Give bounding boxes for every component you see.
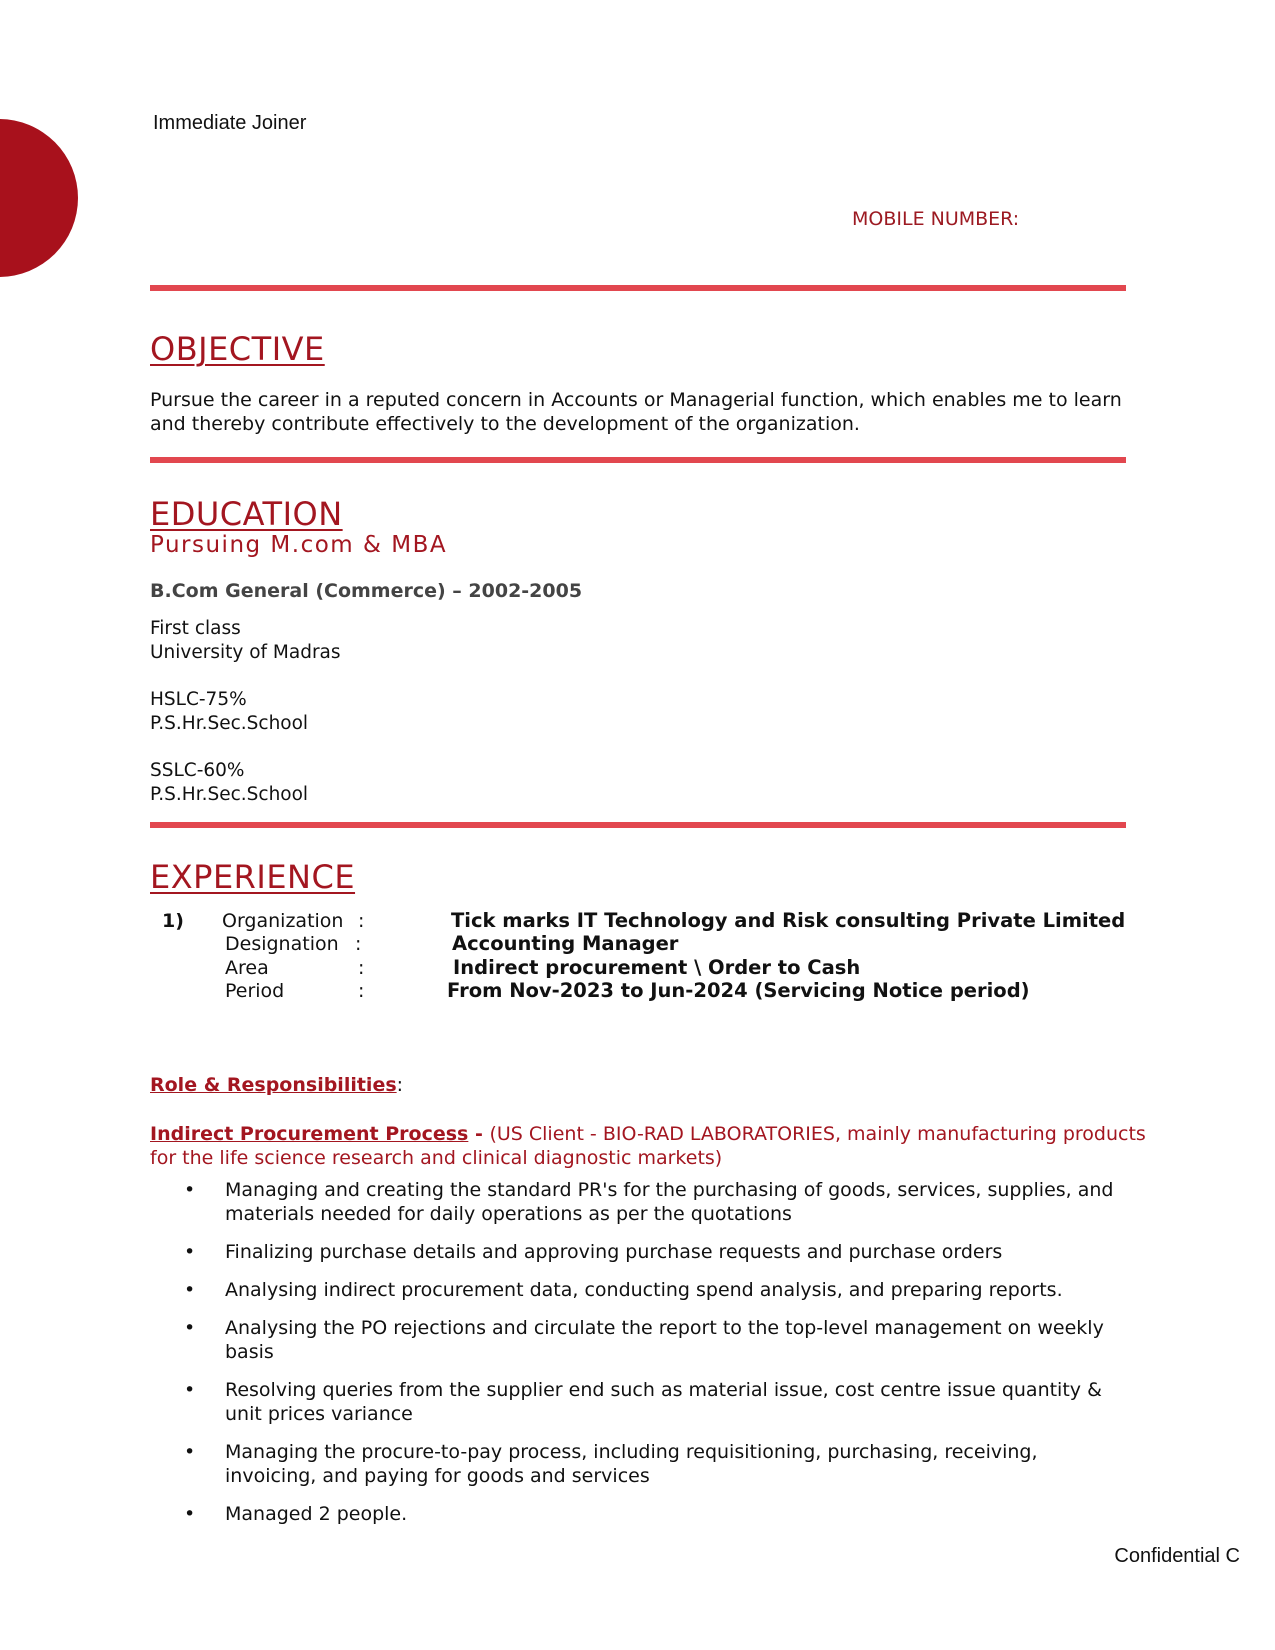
bullet-icon: • xyxy=(184,1279,196,1301)
divider xyxy=(150,285,1126,291)
list-item xyxy=(180,1502,1120,1526)
education-title: EDUCATION xyxy=(150,495,343,533)
experience-colon: : xyxy=(358,910,365,932)
bullet-icon: • xyxy=(184,1379,196,1401)
mobile-number-label: MOBILE NUMBER: xyxy=(852,208,1020,230)
list-item xyxy=(180,1316,1120,1364)
process-description: (US Client - BIO-RAD LABORATORIES, mainly manufacturing products for the life science research and clinical diagnostic markets) xyxy=(150,1123,1146,1169)
bullet-icon: • xyxy=(184,1503,196,1525)
experience-colon: : xyxy=(355,933,362,955)
hslc-school: P.S.Hr.Sec.School xyxy=(150,713,309,734)
process-dash: - xyxy=(468,1123,490,1145)
responsibilities-list xyxy=(180,1178,1120,1540)
process-title: Indirect Procurement Process xyxy=(150,1123,469,1145)
roles-heading-text: Role & Responsibilities xyxy=(150,1074,397,1096)
experience-colon: : xyxy=(358,980,365,1002)
bullet-icon: • xyxy=(184,1241,196,1263)
list-item xyxy=(180,1178,1120,1226)
divider xyxy=(150,457,1126,463)
roles-colon: : xyxy=(396,1074,404,1096)
list-item-text: Finalizing purchase details and approving purchase requests and purchase orders xyxy=(225,1241,1003,1263)
list-item-text: Analysing indirect procurement data, conducting spend analysis, and preparing reports. xyxy=(225,1279,1063,1301)
list-item-text: Managing and creating the standard PR's for the purchasing of goods, services, supplies, and materials needed for daily operations as per the quotations xyxy=(225,1179,1114,1225)
confidentiality-label: Confidential C xyxy=(1114,1545,1240,1567)
experience-label-organization: Organization xyxy=(222,910,344,932)
hslc-score: HSLC-75% xyxy=(150,689,247,710)
list-item xyxy=(180,1278,1120,1302)
objective-text: Pursue the career in a reputed concern in Accounts or Managerial function, which enables me to learn and thereby contribute effectively to the development of the organization. xyxy=(150,389,1122,435)
education-pursuing: Pursuing M.com & MBA xyxy=(150,532,448,558)
degree-class: First class xyxy=(150,618,241,639)
bullet-icon: • xyxy=(184,1317,196,1339)
list-item-text: Managed 2 people. xyxy=(225,1503,408,1525)
list-item-text: Analysing the PO rejections and circulate the report to the top-level management on weekly basis xyxy=(225,1317,1104,1363)
list-item xyxy=(180,1440,1120,1488)
experience-designation: Accounting Manager xyxy=(452,932,679,955)
objective-title: OBJECTIVE xyxy=(150,330,325,368)
process-heading xyxy=(150,1122,1150,1170)
divider xyxy=(150,822,1126,828)
experience-label-period: Period xyxy=(225,980,285,1002)
degree-university: University of Madras xyxy=(150,642,341,663)
experience-colon: : xyxy=(358,957,365,979)
experience-title: EXPERIENCE xyxy=(150,858,356,896)
list-item-text: Managing the procure-to-pay process, including requisitioning, purchasing, receiving, invoicing, and paying for goods and services xyxy=(225,1441,1038,1487)
sslc-school: P.S.Hr.Sec.School xyxy=(150,784,309,805)
experience-area: Indirect procurement \ Order to Cash xyxy=(453,956,861,979)
bullet-icon: • xyxy=(184,1441,196,1463)
decorative-circle xyxy=(0,119,78,277)
availability-text: Immediate Joiner xyxy=(153,112,307,134)
experience-organization: Tick marks IT Technology and Risk consulting Private Limited xyxy=(451,909,1126,932)
experience-period: From Nov-2023 to Jun-2024 (Servicing Notice period) xyxy=(447,979,1030,1002)
experience-label-designation: Designation xyxy=(225,933,339,955)
roles-heading xyxy=(150,1074,403,1096)
experience-number: 1) xyxy=(162,910,184,932)
list-item-text: Resolving queries from the supplier end such as material issue, cost centre issue quantity & unit prices variance xyxy=(225,1379,1102,1425)
experience-label-area: Area xyxy=(225,957,269,979)
sslc-score: SSLC-60% xyxy=(150,760,245,781)
education-degree: B.Com General (Commerce) – 2002-2005 xyxy=(150,580,583,602)
list-item xyxy=(180,1378,1120,1426)
list-item xyxy=(180,1240,1120,1264)
bullet-icon: • xyxy=(184,1179,196,1201)
